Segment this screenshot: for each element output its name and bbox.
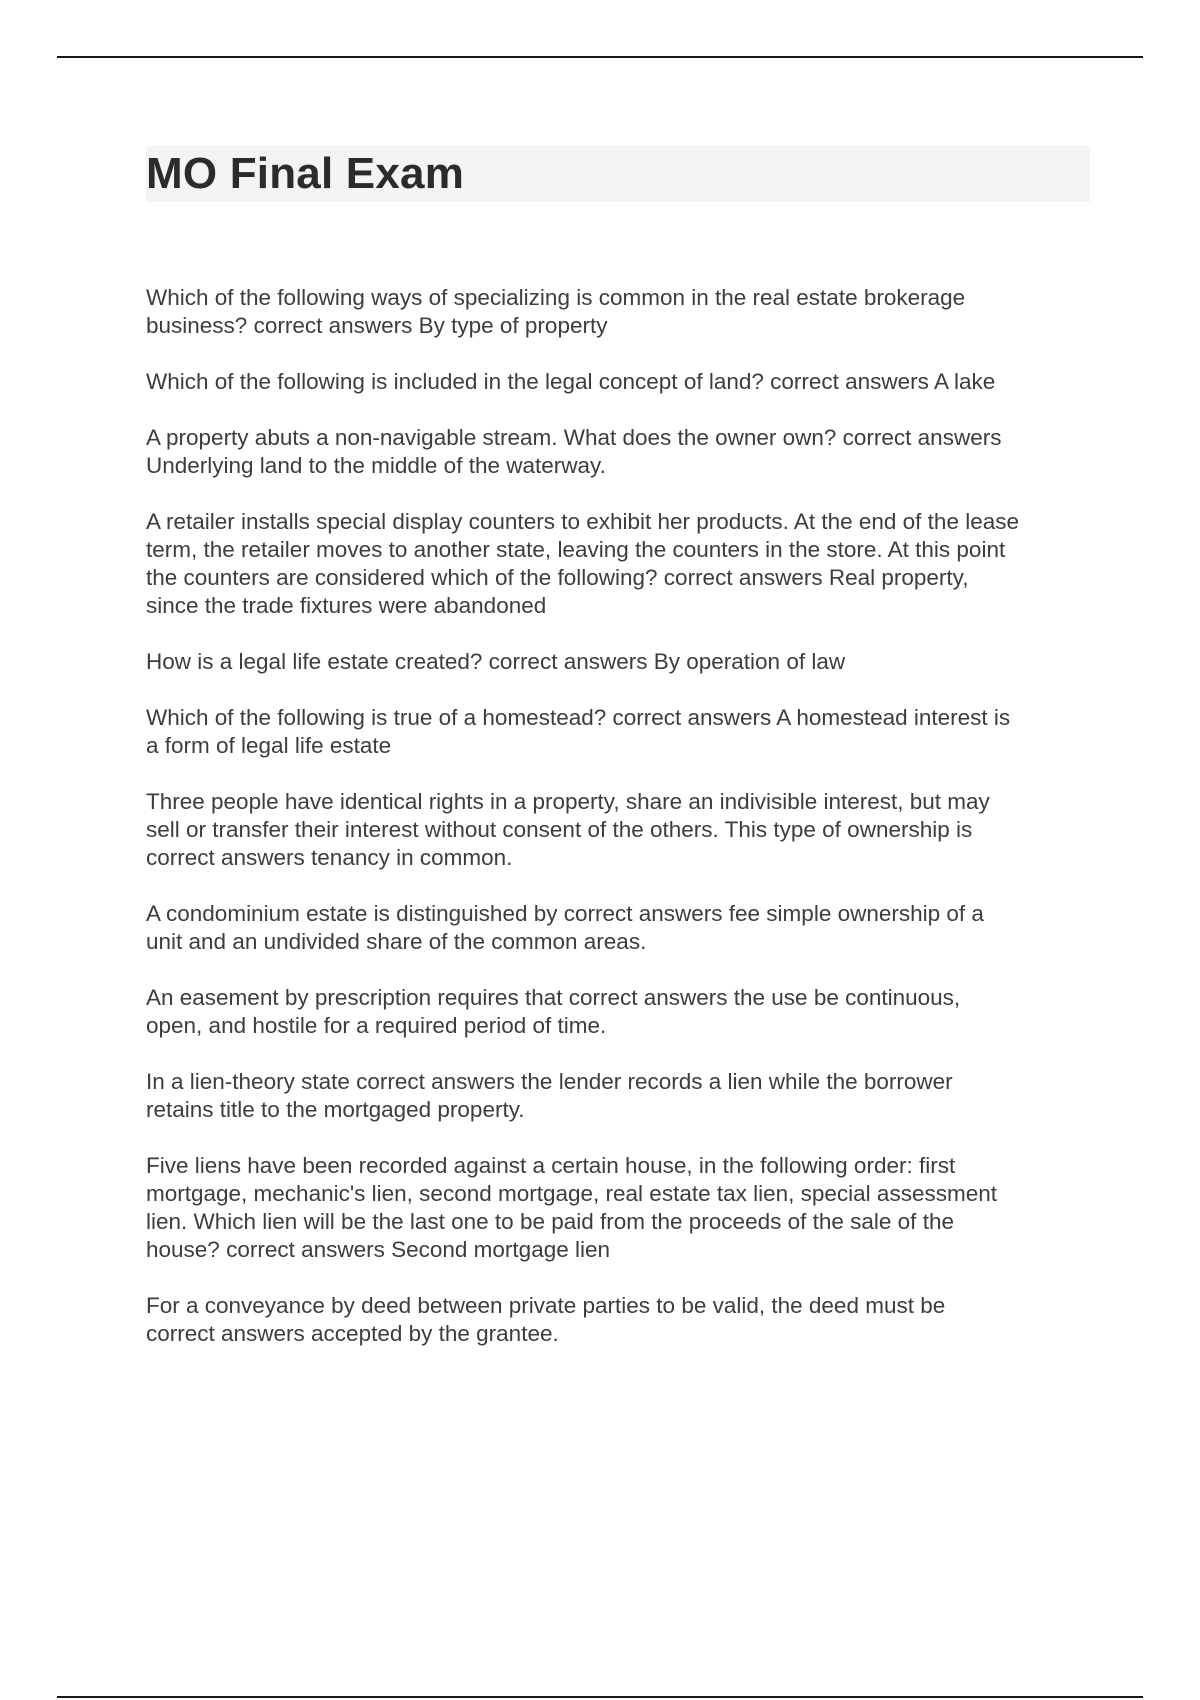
- qa-item: Five liens have been recorded against a certain house, in the following order: first mortgage, mechanic's lien, second mortgage, real estate tax lien, special assessment lien. Which lien will be the last one to be paid from the proceeds of the sale of the house? correct answers Second mortgage lien: [146, 1153, 997, 1262]
- qa-item: How is a legal life estate created? correct answers By operation of law: [146, 649, 846, 674]
- page-title: MO Final Exam: [146, 149, 465, 198]
- qa-item: For a conveyance by deed between private parties to be valid, the deed must be correct answers accepted by the grantee.: [146, 1293, 946, 1346]
- qa-item: Three people have identical rights in a property, share an indivisible interest, but may sell or transfer their interest without consent of the others. This type of ownership is correct answers tenancy in common.: [146, 789, 990, 870]
- qa-item: A property abuts a non-navigable stream. What does the owner own? correct answers Underlying land to the middle of the waterway.: [146, 425, 1002, 478]
- qa-item: Which of the following is true of a homestead? correct answers A homestead interest is a form of legal life estate: [146, 705, 1011, 758]
- title-banner: [146, 146, 1090, 202]
- header-rule: [57, 56, 1143, 58]
- qa-list: [146, 284, 1090, 1376]
- footer-rule: [57, 1696, 1143, 1698]
- qa-item: An easement by prescription requires that correct answers the use be continuous, open, and hostile for a required period of time.: [146, 985, 961, 1038]
- qa-item: In a lien-theory state correct answers the lender records a lien while the borrower retains title to the mortgaged property.: [146, 1069, 953, 1122]
- qa-item: A condominium estate is distinguished by correct answers fee simple ownership of a unit and an undivided share of the common areas.: [146, 901, 984, 954]
- qa-item: A retailer installs special display counters to exhibit her products. At the end of the lease term, the retailer moves to another state, leaving the counters in the store. At this point the counters are considered which of the following? correct answers Real property, since the trade fixtures were abandoned: [146, 509, 1019, 618]
- qa-item: Which of the following ways of specializing is common in the real estate brokerage business? correct answers By type of property: [146, 285, 966, 338]
- qa-item: Which of the following is included in the legal concept of land? correct answers A lake: [146, 369, 996, 394]
